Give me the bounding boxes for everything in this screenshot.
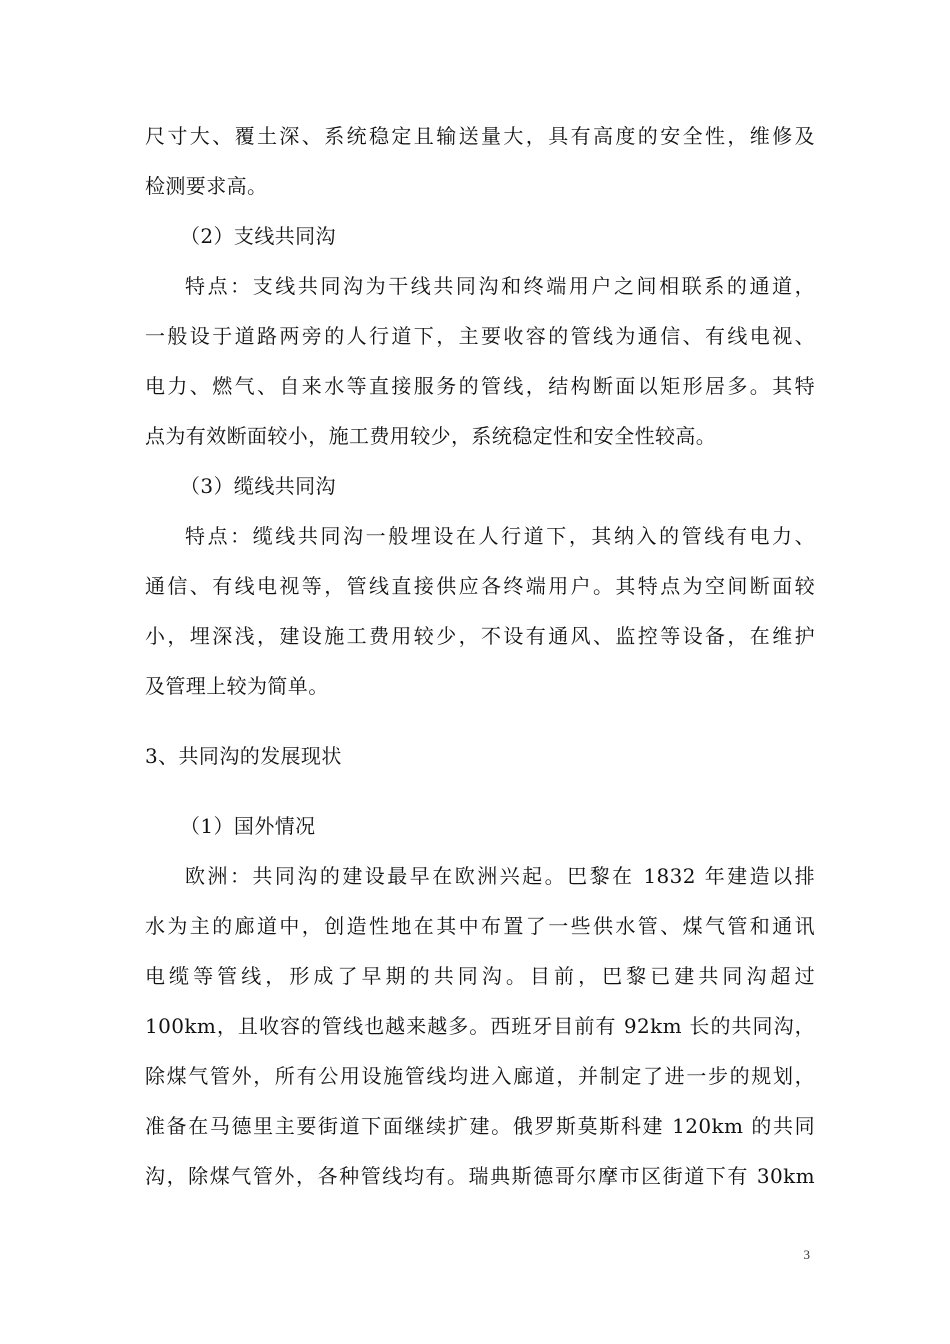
subsection-heading: （2）支线共同沟 bbox=[180, 224, 336, 248]
body-text-line: 100km，且收容的管线也越来越多。西班牙目前有 92km 长的共同沟， bbox=[145, 1014, 815, 1038]
body-text-line: 特点：支线共同沟为干线共同沟和终端用户之间相联系的通道， bbox=[185, 274, 815, 298]
body-text-line: 电缆等管线，形成了早期的共同沟。目前，巴黎已建共同沟超过 bbox=[145, 964, 815, 988]
body-text-line: 及管理上较为简单。 bbox=[145, 674, 329, 698]
subsection-heading: （1）国外情况 bbox=[180, 814, 316, 838]
body-text-line: 准备在马德里主要街道下面继续扩建。俄罗斯莫斯科建 120km 的共同 bbox=[145, 1114, 815, 1138]
body-text-line: 电力、燃气、自来水等直接服务的管线，结构断面以矩形居多。其特 bbox=[145, 374, 815, 398]
page-number: 3 bbox=[803, 1247, 810, 1262]
body-text-line: 小，埋深浅，建设施工费用较少，不设有通风、监控等设备，在维护 bbox=[145, 624, 815, 648]
body-text-line: 检测要求高。 bbox=[145, 174, 268, 198]
body-text-line: 一般设于道路两旁的人行道下，主要收容的管线为通信、有线电视、 bbox=[145, 324, 815, 348]
subsection-heading: （3）缆线共同沟 bbox=[180, 474, 336, 498]
body-text-line: 水为主的廊道中，创造性地在其中布置了一些供水管、煤气管和通讯 bbox=[145, 914, 815, 938]
body-text-line: 除煤气管外，所有公用设施管线均进入廊道，并制定了进一步的规划， bbox=[145, 1064, 815, 1088]
section-heading: 3、共同沟的发展现状 bbox=[145, 744, 342, 768]
body-text-line: 特点：缆线共同沟一般埋设在人行道下，其纳入的管线有电力、 bbox=[185, 524, 815, 548]
body-text-line: 尺寸大、覆土深、系统稳定且输送量大，具有高度的安全性，维修及 bbox=[145, 124, 815, 148]
body-text-line: 通信、有线电视等，管线直接供应各终端用户。其特点为空间断面较 bbox=[145, 574, 815, 598]
body-text-line: 点为有效断面较小，施工费用较少，系统稳定性和安全性较高。 bbox=[145, 424, 717, 448]
body-text-line: 欧洲：共同沟的建设最早在欧洲兴起。巴黎在 1832 年建造以排 bbox=[185, 864, 815, 888]
body-text-line: 沟，除煤气管外，各种管线均有。瑞典斯德哥尔摩市区街道下有 30km bbox=[145, 1164, 815, 1188]
